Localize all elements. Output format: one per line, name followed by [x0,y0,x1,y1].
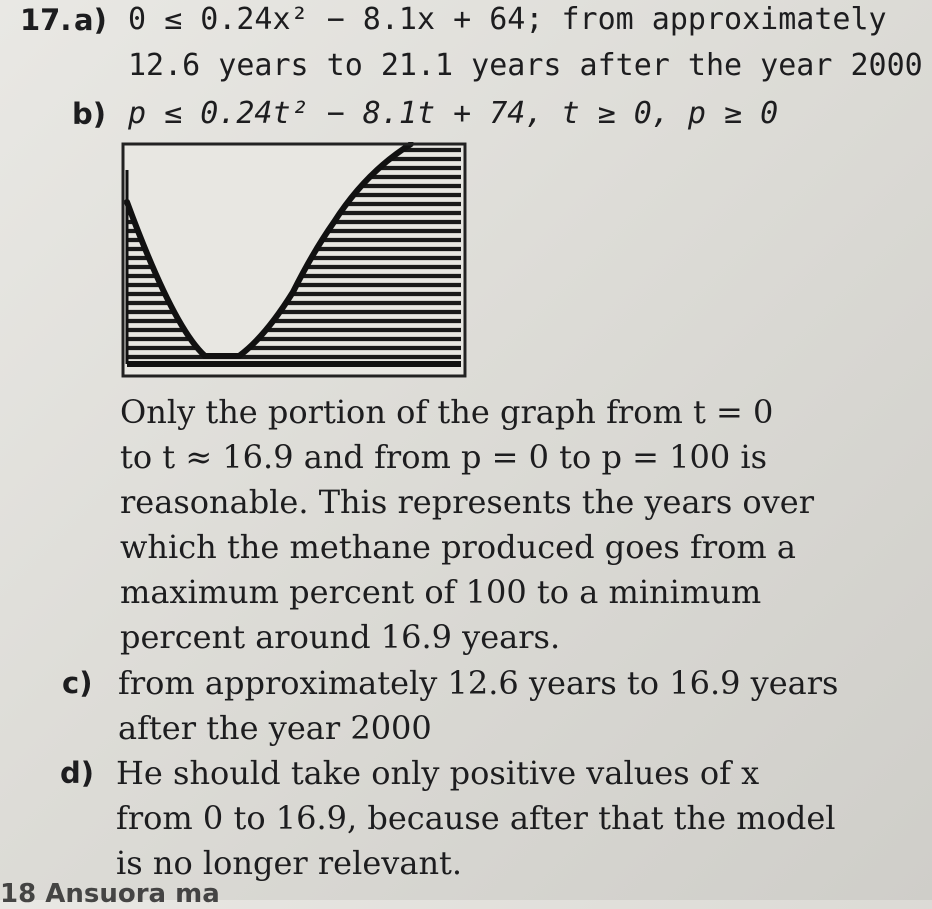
graphing-calculator-screen [121,142,467,378]
part-b-explanation-line-4: which the methane produced goes from a [120,528,796,566]
part-a-line-1: 0 ≤ 0.24x² − 8.1x + 64; from approximately [128,2,887,37]
problem-number: 17. [20,3,72,37]
part-a-line-2: 12.6 years to 21.1 years after the year 2000 [128,48,923,83]
part-d-line-1: He should take only positive values of x [116,754,760,792]
part-c-line-1: from approximately 12.6 years to 16.9 years [118,664,839,702]
part-c-label: c) [62,666,93,700]
next-problem-fragment: 18 Ansuora ma [0,879,220,909]
part-b-explanation-line-5: maximum percent of 100 to a minimum [120,573,762,611]
inequality-graph [121,142,467,378]
part-d-line-2: from 0 to 16.9, because after that the model [116,799,836,837]
part-c-line-2: after the year 2000 [118,709,432,747]
part-d-label: d) [60,756,95,790]
part-b-inequality: p ≤ 0.24t² − 8.1t + 74, t ≥ 0, p ≥ 0 [128,96,779,131]
part-b-label: b) [72,97,107,131]
part-b-explanation-line-6: percent around 16.9 years. [120,618,561,656]
part-b-explanation-line-3: reasonable. This represents the years over [120,483,814,521]
part-a-label: a) [74,3,107,37]
part-d-line-3: is no longer relevant. [116,844,463,882]
part-b-explanation-line-1: Only the portion of the graph from t = 0 [120,393,774,431]
part-b-explanation-line-2: to t ≈ 16.9 and from p = 0 to p = 100 is [120,438,768,476]
